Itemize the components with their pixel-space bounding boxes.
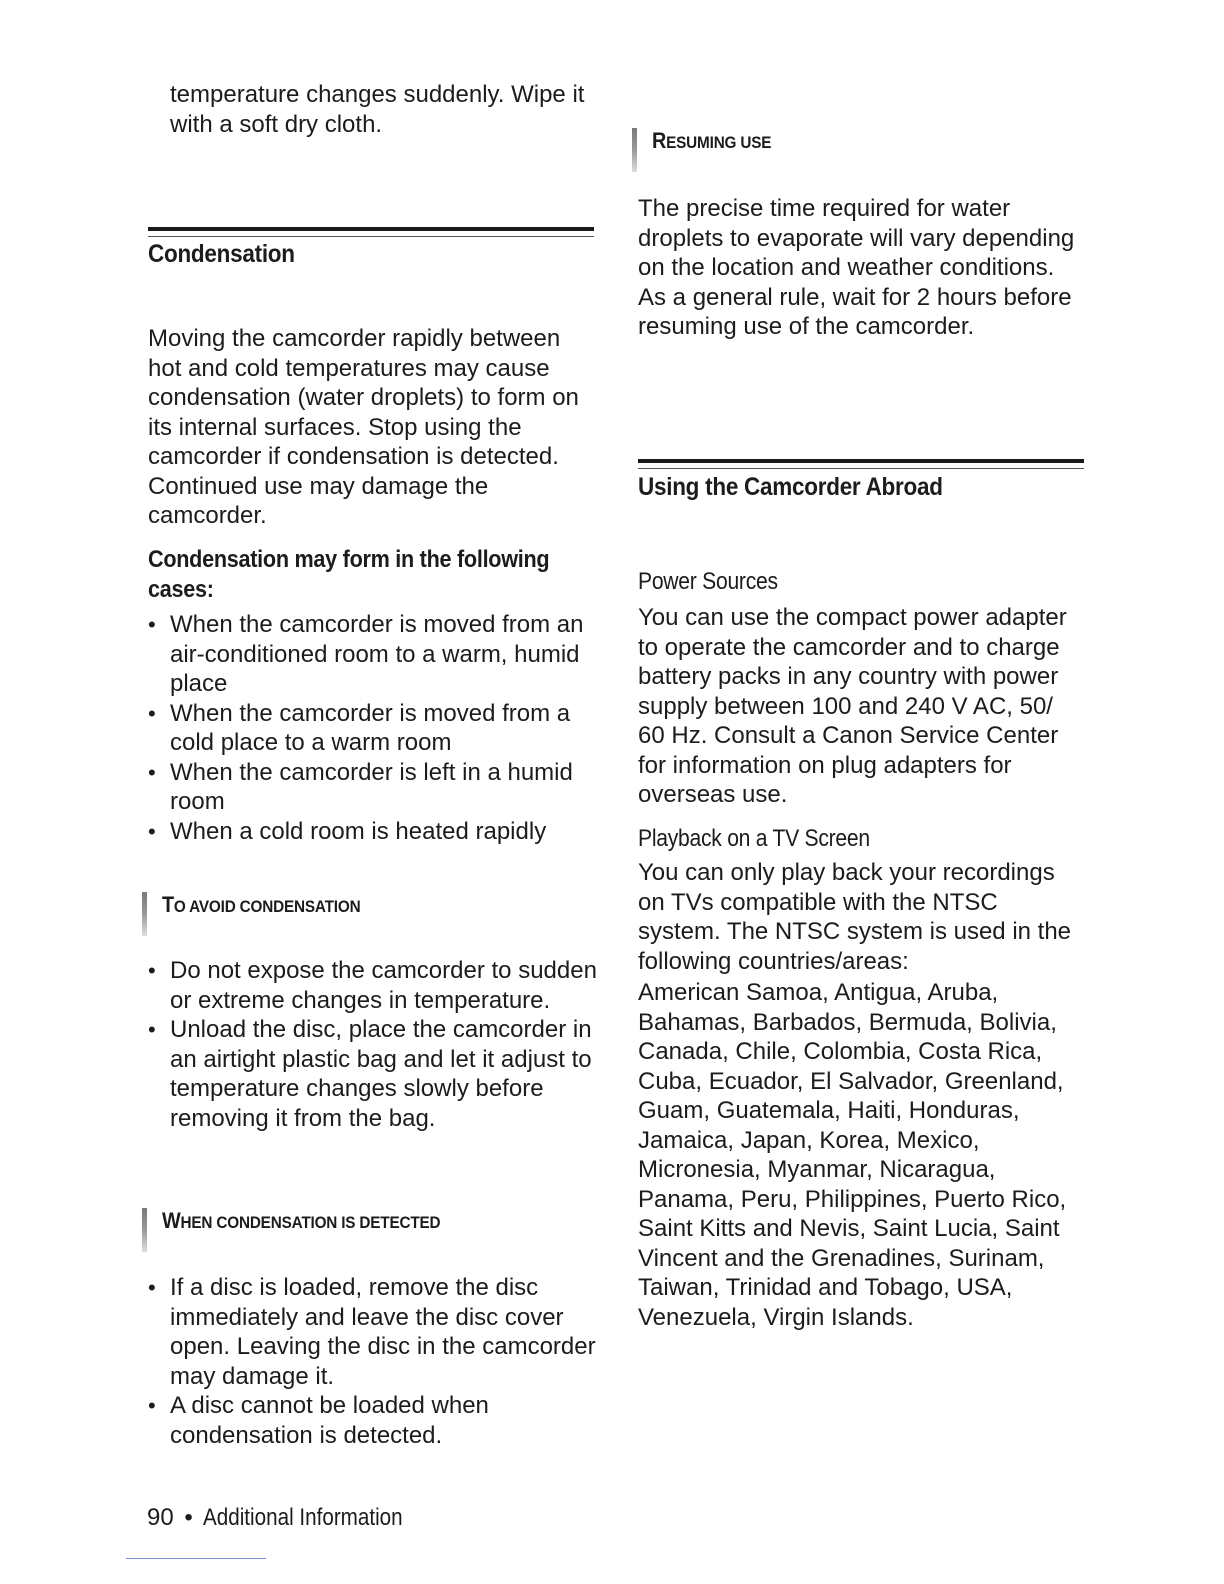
heading-marker: [632, 128, 637, 172]
footer-section-label: Additional Information: [203, 1504, 404, 1531]
countries-text: American Samoa, Antigua, Aruba, Bahamas, Barbados, Bermuda, Bolivia, Canada, Chile, Colombia, Costa Rica, Cuba, Ecuador, El Salvador, Greenland, Guam, Guatemala, Haiti, Honduras, Jamaica, Japan, Korea, Mexico, Micronesia, Myanmar, Nicaragua, Panama, Peru, Philippines, Puerto Rico, Saint Kitts and Nevis, Saint Lucia, Saint Vincent and the Grenadines, Surinam, Taiwan, Trinidad and Tobago, USA, Venezuela, Virgin Islands.: [638, 979, 1067, 1331]
avoid-list: [148, 956, 598, 1133]
condensation-paragraph: Moving the camcorder rapidly between hot and cold temperatures may cause condensation (water droplets) to form on its internal surfaces. Stop using the camcorder if condensation is detected. Continued use may damage the camcorder.: [148, 325, 579, 529]
list-item: • Unload the disc, place the camcorder in an airtight plastic bag and let it adjust to temperature changes slowly before removing it from the bag.: [148, 1015, 598, 1133]
list-item: • When a cold room is heated rapidly: [148, 817, 598, 847]
playback-heading: Playback on a TV Screen: [638, 825, 870, 852]
section-rule-thin: [148, 236, 594, 237]
playback-text: You can only play back your recordings on TVs compatible with the NTSC system. The NTSC system is used in the following countries/areas:: [638, 859, 1072, 975]
list-item: • Do not expose the camcorder to sudden or extreme changes in temperature.: [148, 956, 598, 1015]
intro-text: temperature changes suddenly. Wipe it with a soft dry cloth.: [170, 81, 585, 138]
cases-list: [148, 610, 598, 846]
power-sources-heading: Power Sources: [638, 568, 778, 595]
list-item: • When the camcorder is moved from an air-conditioned room to a warm, humid place: [148, 610, 598, 699]
section-rule-thick: [638, 459, 1084, 463]
heading-marker: [142, 892, 147, 936]
footer-bullet: •: [184, 1504, 193, 1531]
list-item: • When the camcorder is left in a humid room: [148, 758, 598, 817]
page-footer: [147, 1504, 436, 1532]
section-rule-thin: [638, 468, 1084, 469]
detected-list: [148, 1273, 598, 1450]
section-title-condensation: Condensation: [148, 240, 295, 268]
section-title-abroad: Using the Camcorder Abroad: [638, 473, 943, 501]
heading-marker: [142, 1208, 147, 1252]
list-item: • A disc cannot be loaded when condensation is detected.: [148, 1391, 598, 1450]
cases-heading: Condensation may form in the following cases:: [148, 546, 550, 603]
list-item: • If a disc is loaded, remove the disc immediately and leave the disc cover open. Leaving the disc in the camcorder may damage it.: [148, 1273, 598, 1391]
resuming-paragraph: The precise time required for water droplets to evaporate will vary depending on the location and weather conditions. As a general rule, wait for 2 hours before resuming use of the camcorder.: [638, 195, 1075, 340]
footer-rule: [126, 1558, 266, 1559]
power-sources-text: You can use the compact power adapter to operate the camcorder and to charge battery packs in any country with power supply between 100 and 240 V AC, 50/ 60 Hz. Consult a Canon Service Center for information on plug adapters for overseas use.: [638, 604, 1067, 808]
list-item: • When the camcorder is moved from a cold place to a warm room: [148, 699, 598, 758]
section-rule-thick: [148, 227, 594, 231]
page-number: 90: [147, 1504, 174, 1531]
